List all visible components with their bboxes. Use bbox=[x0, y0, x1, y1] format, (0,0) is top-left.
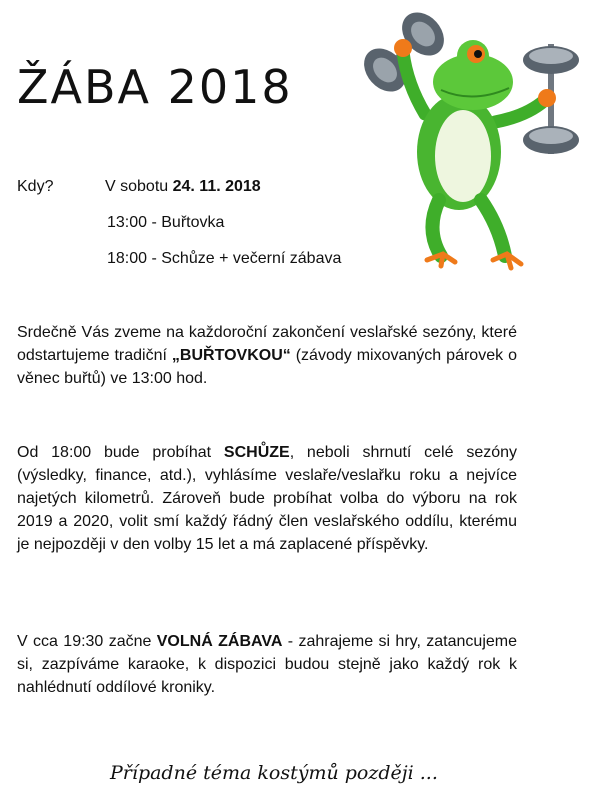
highlight-text: „BUŘTOVKOU“ bbox=[171, 347, 291, 364]
when-label: Kdy? bbox=[17, 178, 54, 195]
frog-lifting-dumbbells-illustration bbox=[355, 4, 593, 274]
schedule-item: 13:00 - Buřtovka bbox=[107, 214, 225, 231]
paragraph-text: Srdečně Vás zveme na každoroční zakončení veslařské sezóny, které odstartujeme tradiční bbox=[17, 324, 517, 364]
paragraph-party bbox=[17, 630, 517, 699]
event-date: 24. 11. 2018 bbox=[172, 178, 261, 195]
paragraph-text: Od 18:00 bude probíhat bbox=[17, 444, 224, 461]
paragraph-text: V cca 19:30 začne bbox=[17, 633, 157, 650]
schedule-item: 18:00 - Schůze + večerní zábava bbox=[107, 250, 342, 267]
frog-body bbox=[394, 39, 556, 268]
page-title: ŽÁBA 2018 bbox=[17, 60, 293, 114]
paragraph-text: - zahrajeme si hry, zatancujeme si, zazpíváme karaoke, k dispozici budou stejně jako každý rok k nahlédnutí oddílové kroniky. bbox=[17, 633, 518, 696]
date-prefix: V sobotu bbox=[105, 178, 169, 195]
paragraph-intro bbox=[17, 321, 517, 390]
paragraph-text: (závody mixovaných párovek o věnec buřtů) ve 13:00 hod. bbox=[17, 347, 517, 387]
paragraph-meeting bbox=[17, 441, 517, 556]
costume-note: Případné téma kostýmů později ... bbox=[110, 762, 438, 784]
highlight-text: VOLNÁ ZÁBAVA bbox=[156, 633, 283, 650]
event-date-line bbox=[105, 178, 261, 196]
highlight-text: SCHŮZE bbox=[223, 444, 290, 461]
paragraph-text: , neboli shrnutí celé sezóny (výsledky, finance, atd.), vyhlásíme veslaře/veslařku roku a nejvíce najetých kilometrů. Zároveň bude probíhat volba do výboru na rok 2019 a 2020, volit smí každý řádný člen veslařského oddílu, kterému je nejpozději v den volby 15 let a má zaplacené příspěvky. bbox=[17, 444, 518, 553]
